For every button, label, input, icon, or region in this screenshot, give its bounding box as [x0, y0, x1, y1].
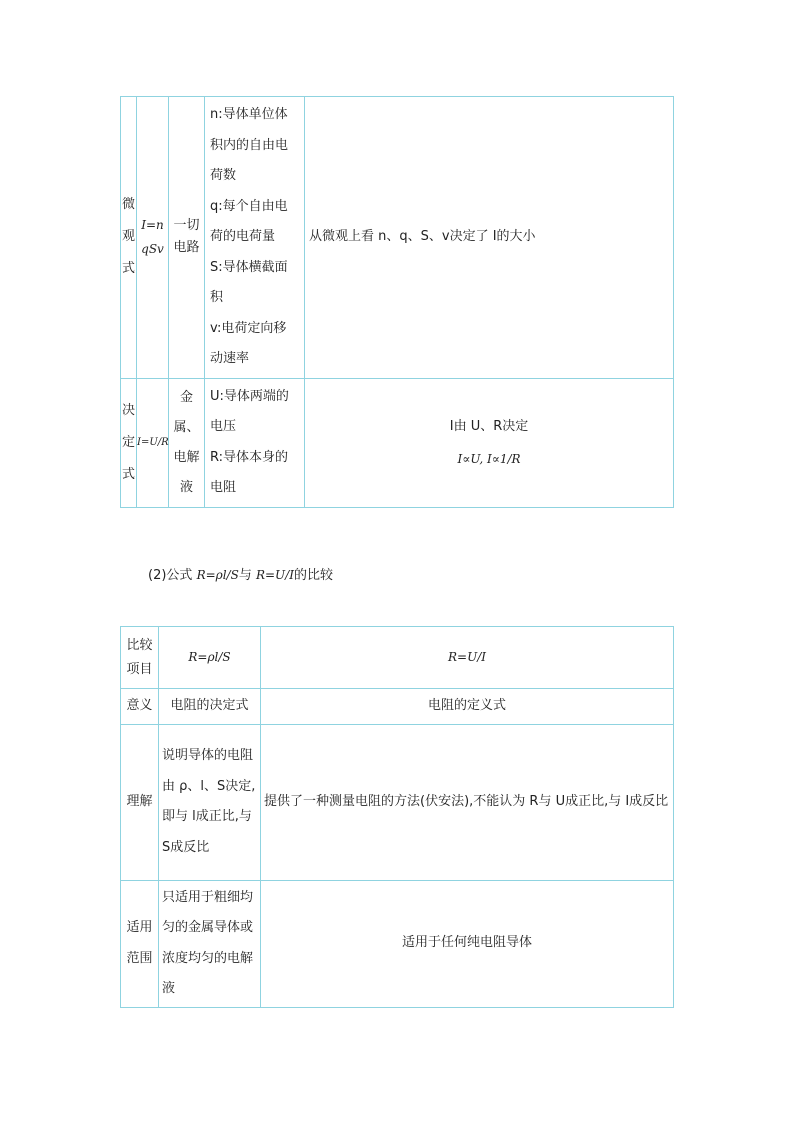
header-col2-cell	[261, 627, 674, 689]
label-cell	[121, 880, 159, 1007]
row-col1: 只适用于粗细均匀的金属导体或浓度均匀的电解液	[162, 889, 254, 996]
var-text: S:导体横截面积	[210, 259, 288, 305]
table-row	[121, 724, 674, 880]
row-label: 理解	[126, 793, 153, 809]
col2-cell	[261, 724, 674, 880]
table-row	[121, 880, 674, 1007]
vars-cell	[205, 378, 305, 507]
section-caption	[148, 560, 333, 591]
table-row	[121, 689, 674, 725]
row-col2: 提供了一种测量电阻的方法(伏安法),不能认为 R与 U成正比,与 I成反比	[264, 793, 669, 809]
var-text: U:导体两端的电压	[210, 388, 289, 434]
note-cell	[305, 378, 674, 507]
col1-cell	[159, 724, 261, 880]
formula-resistivity: R=ρl/S	[196, 568, 239, 582]
table-header-row	[121, 627, 674, 689]
row-col1: 说明导体的电阻由 ρ、l、S决定,即与 l成正比,与 S成反比	[162, 748, 256, 855]
category-cell	[121, 97, 137, 379]
var-text: n:导体单位体积内的自由电荷数	[210, 107, 289, 183]
formula-text: I=U/R	[137, 436, 169, 448]
row-col1: 电阻的决定式	[170, 698, 249, 713]
scope-cell	[169, 97, 205, 379]
var-text: v:电荷定向移动速率	[210, 320, 287, 366]
formula-resistance-definition: R=U/I	[255, 568, 294, 582]
header-col1: R=ρl/S	[188, 650, 231, 665]
col1-cell	[159, 880, 261, 1007]
caption-prefix: (2)公式	[148, 568, 197, 583]
col2-cell	[261, 689, 674, 725]
label-cell	[121, 689, 159, 725]
header-col2: R=U/I	[448, 650, 486, 665]
formula-cell	[137, 97, 169, 379]
note-text: 从微观上看 n、q、S、v决定了 I的大小	[309, 229, 536, 244]
note-cell	[305, 97, 674, 379]
var-text: q:每个自由电荷的电荷量	[210, 198, 288, 244]
col1-cell	[159, 689, 261, 725]
table-row	[121, 378, 674, 507]
header-col1-cell	[159, 627, 261, 689]
proportion-text: I∝U, I∝1/R	[457, 451, 521, 466]
vars-cell	[205, 97, 305, 379]
header-label-cell	[121, 627, 159, 689]
comparison-table	[120, 626, 674, 1008]
row-label: 意义	[126, 698, 153, 713]
category-text: 决定式	[121, 402, 135, 482]
var-text: R:导体本身的电阻	[210, 449, 289, 495]
header-label: 比较项目	[126, 637, 153, 677]
formula-cell	[137, 378, 169, 507]
scope-text: 一切电路	[173, 218, 200, 256]
category-cell	[121, 378, 137, 507]
formula-table-current	[120, 96, 674, 508]
row-col2: 适用于任何纯电阻导体	[401, 935, 532, 951]
caption-suffix: 的比较	[293, 568, 333, 583]
caption-mid: 与	[238, 568, 256, 583]
col2-cell	[261, 880, 674, 1007]
label-cell	[121, 724, 159, 880]
note-text: I由 U、R决定	[449, 418, 529, 434]
category-text: 微观式	[121, 197, 135, 277]
scope-text: 金属、电解液	[173, 389, 200, 495]
scope-cell	[169, 378, 205, 507]
row-col2: 电阻的定义式	[427, 698, 506, 713]
table-row	[121, 97, 674, 379]
formula-text: I=nqSv	[141, 218, 164, 257]
row-label: 适用范围	[126, 920, 153, 966]
